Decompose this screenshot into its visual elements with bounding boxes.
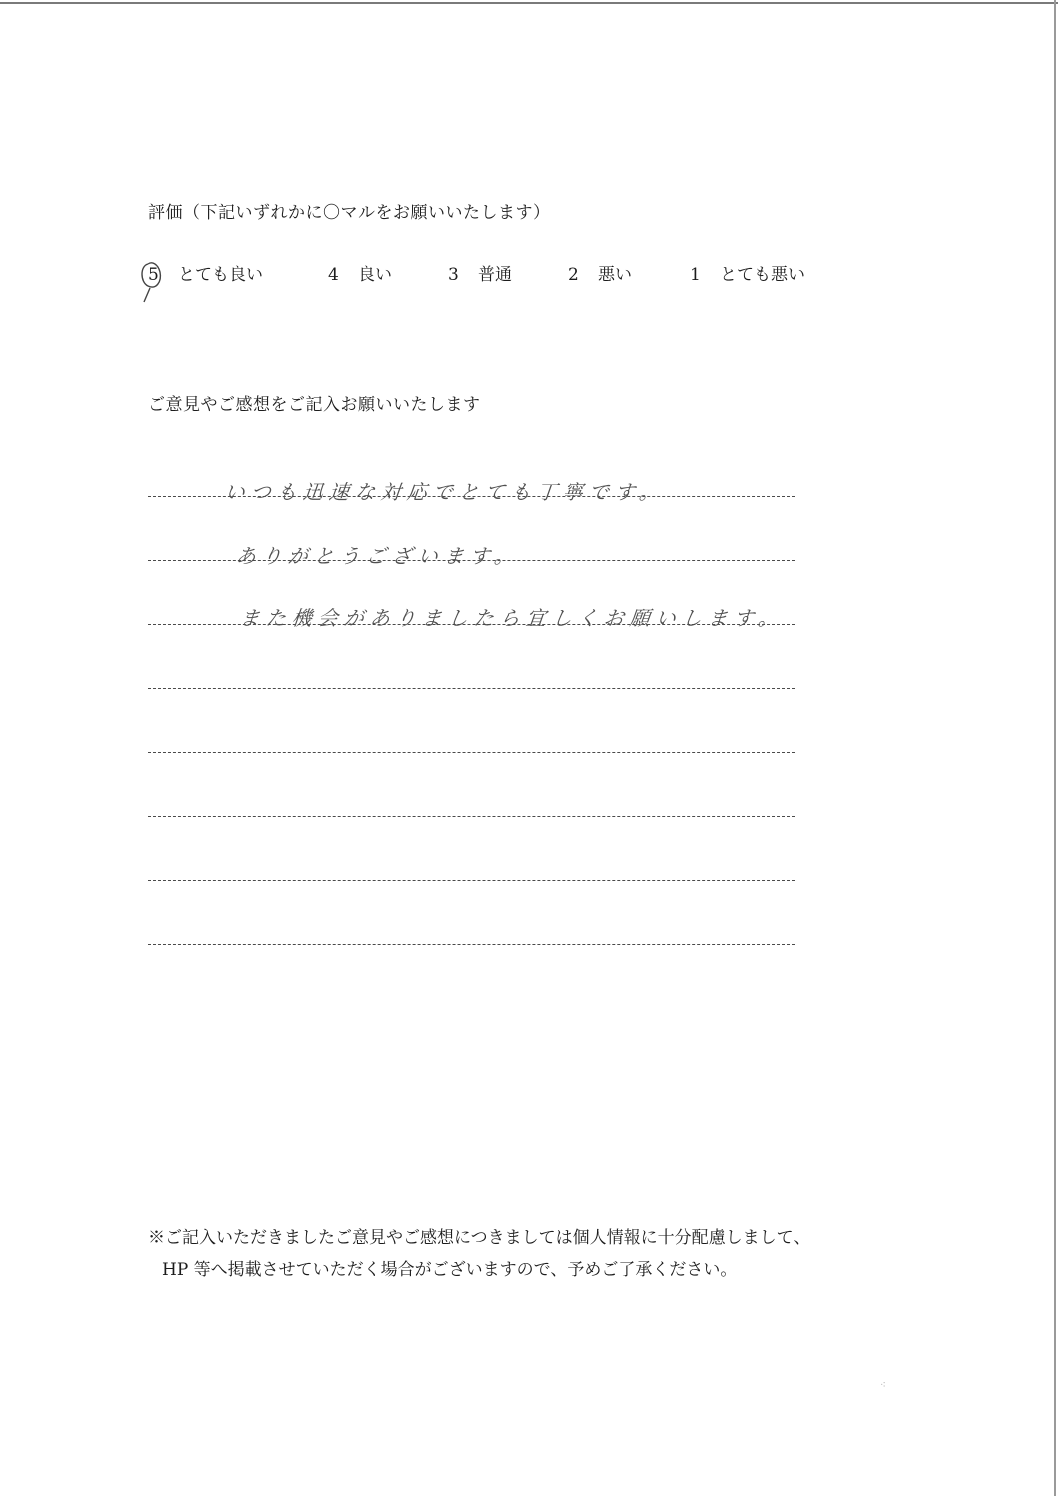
comment-line-4[interactable] bbox=[148, 688, 795, 689]
scan-speck: ⁖ bbox=[880, 1380, 886, 1391]
rating-option-number: 3 bbox=[448, 265, 459, 285]
rating-option-label: 良い bbox=[358, 265, 392, 285]
comment-line-6[interactable] bbox=[148, 816, 795, 817]
hand-drawn-circle-mark bbox=[138, 258, 172, 306]
rating-option-number: 4 bbox=[328, 265, 339, 285]
handwritten-comment-line: また機会がありましたら宜しくお願いします。 bbox=[238, 606, 786, 630]
comment-line-7[interactable] bbox=[148, 880, 795, 881]
page-edge-top bbox=[0, 2, 1058, 4]
footnote-line: ※ご記入いただきましたご意見やご感想につきましては個人情報に十分配慮しまして、 bbox=[148, 1228, 811, 1248]
comment-line-2[interactable] bbox=[148, 560, 795, 561]
rating-heading: 評価（下記いずれかに〇マルをお願いいたします） bbox=[148, 203, 551, 223]
comment-line-3[interactable] bbox=[148, 624, 795, 625]
rating-option-5[interactable] bbox=[148, 260, 263, 285]
comments-heading: ご意見やご感想をご記入お願いいたします bbox=[148, 395, 481, 415]
handwritten-comment-line: いつも迅速な対応でとても丁寧です。 bbox=[223, 480, 667, 504]
handwritten-comment-line: ありがとうございます。 bbox=[234, 544, 522, 568]
comment-line-1[interactable] bbox=[148, 496, 795, 497]
rating-option-label: 普通 bbox=[478, 265, 512, 285]
footnote-line: HP 等へ掲載させていただく場合がございますので、予めご了承ください。 bbox=[162, 1260, 738, 1280]
rating-option-label: とても良い bbox=[178, 265, 263, 285]
rating-option-number: 5 bbox=[148, 265, 159, 285]
rating-option-number: 1 bbox=[690, 265, 701, 285]
comment-line-8[interactable] bbox=[148, 944, 795, 945]
rating-option-label: とても悪い bbox=[720, 265, 805, 285]
privacy-footnote bbox=[148, 1222, 810, 1286]
rating-option-3[interactable] bbox=[448, 260, 512, 285]
rating-option-number: 2 bbox=[568, 265, 579, 285]
rating-option-1[interactable] bbox=[690, 260, 805, 285]
page-edge-right bbox=[1054, 0, 1056, 1496]
comment-line-5[interactable] bbox=[148, 752, 795, 753]
rating-option-2[interactable] bbox=[568, 260, 632, 285]
rating-option-4[interactable] bbox=[328, 260, 392, 285]
rating-option-label: 悪い bbox=[598, 265, 632, 285]
